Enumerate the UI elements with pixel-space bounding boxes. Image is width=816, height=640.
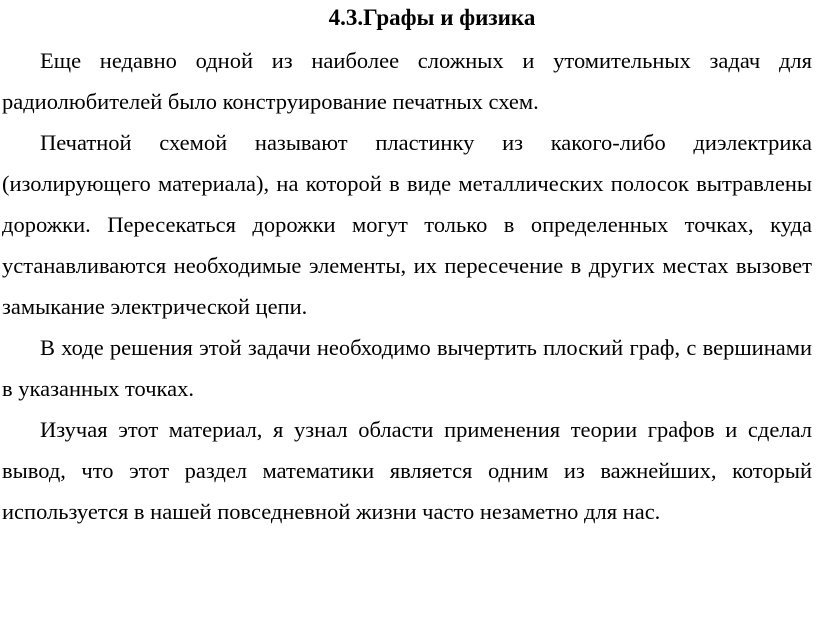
body-text <box>2 40 812 532</box>
paragraph-1: Еще недавно одной из наиболее сложных и утомительных задач для радиолюбителей было конструирование печатных схем. <box>2 48 812 114</box>
paragraph-2: Печатной схемой называют пластинку из какого-либо диэлектрика (изолирующего материала), на которой в виде металлических полосок вытравлены дорожки. Пересекаться дорожки могут только в определенных точках, куда устанавливаются необходимые элементы, их пересечение в других местах вызовет замыкание электрической цепи. <box>2 130 812 319</box>
section-title: 4.3.Графы и физика <box>328 5 536 30</box>
paragraph-4: Изучая этот материал, я узнал области применения теории графов и сделал вывод, что этот раздел математики является одним из важнейших, который используется в нашей повседневной жизни часто незаметно для нас. <box>2 417 812 524</box>
paragraph-3: В ходе решения этой задачи необходимо вычертить плоский граф, с вершинами в указанных точках. <box>2 335 812 401</box>
